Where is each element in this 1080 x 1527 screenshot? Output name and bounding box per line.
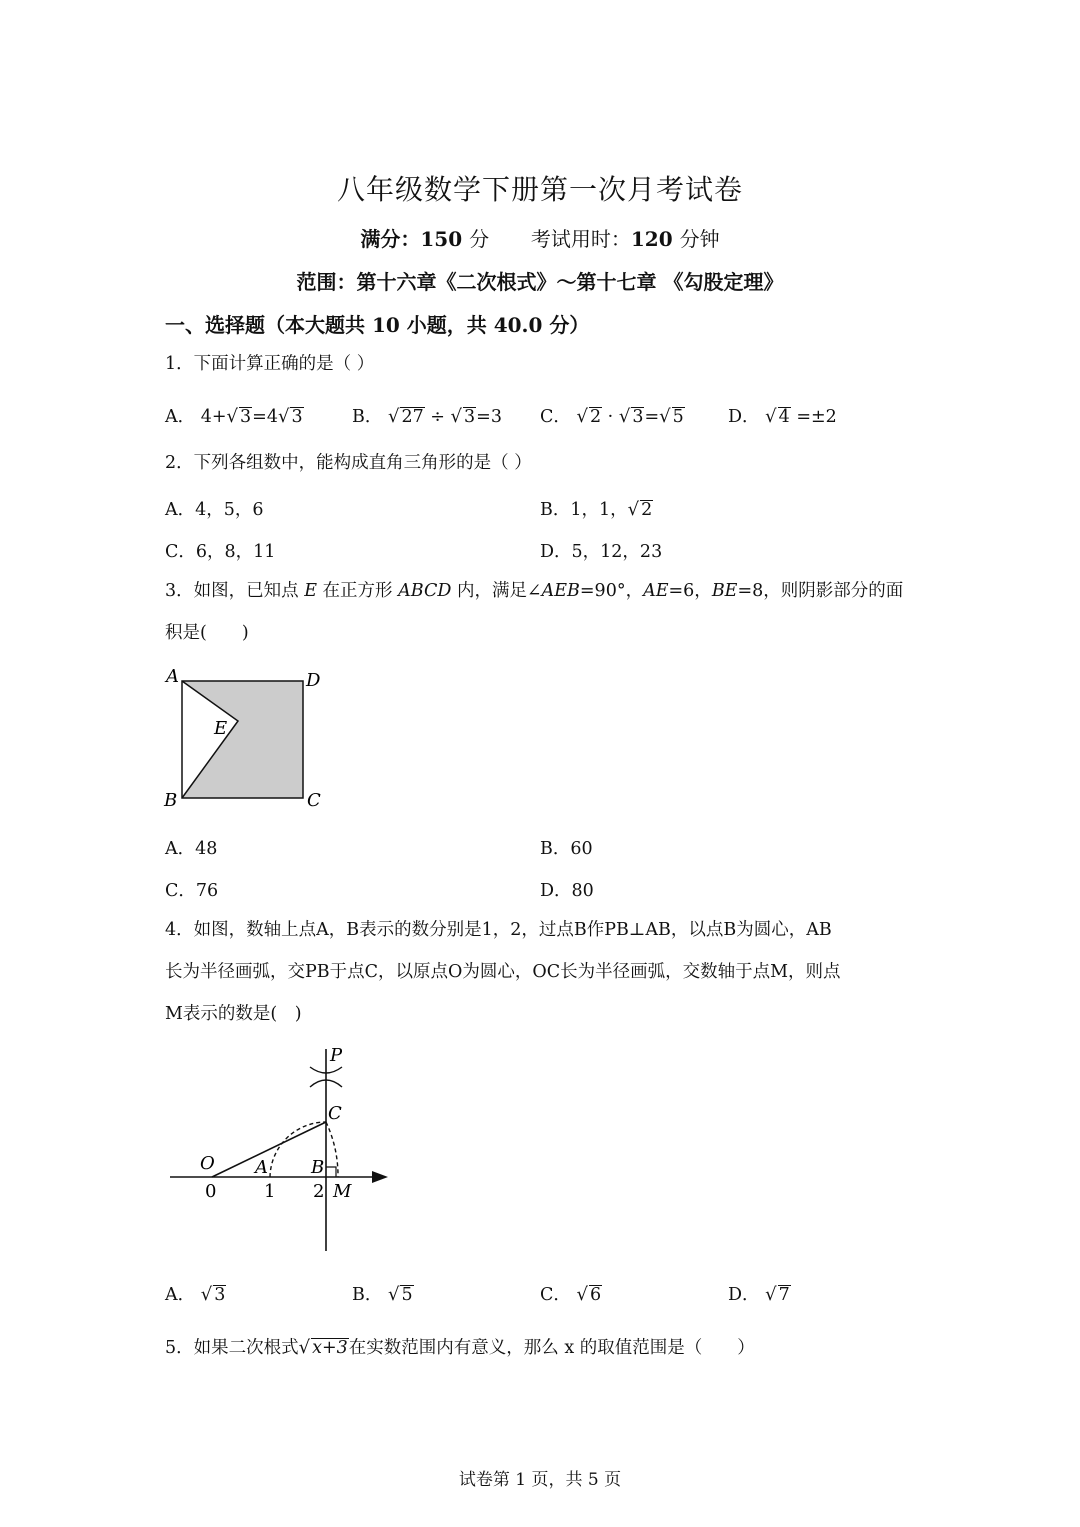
option-text: 4，5，6 [195,500,264,520]
question-5-stem: 5．如果二次根式√ x+3在实数范围内有意义，那么 x 的取值范围是（ ） [165,1337,755,1358]
q4-option-b: B． √ 5 [352,1284,413,1305]
option-letter: C． [165,542,196,562]
q3-option-b [540,835,593,860]
tick-label-0: 0 [205,1181,217,1202]
q2-option-c [165,538,275,563]
label-m: M [333,1181,352,1202]
label-o: O [200,1153,215,1174]
full-score-value: 150 [420,227,463,251]
option-text: 48 [195,839,218,859]
radicand: 2 [589,407,602,427]
option-text: 76 [195,881,219,901]
radicand: 27 [401,407,424,427]
q1-option-b: B． √ 27 ÷ √ 3=3 [352,406,502,427]
label-a: A [255,1157,268,1178]
radicand: 3 [214,1285,226,1305]
option-text: 60 [570,839,593,859]
segment-oc [212,1122,326,1177]
full-score-label: 满分： [360,227,421,251]
option-text: = [644,407,660,427]
option-text: 80 [571,881,594,901]
option-letter: B． [540,839,571,859]
q2-option-b: B．1，1，√ 2 [540,499,653,520]
shaded-region [182,681,303,798]
stem-text: =8，则阴影部分的面 [737,581,904,601]
var-abcd: ABCD [398,581,452,601]
q4-option-d: D． √ 7 [728,1284,790,1305]
score-line [0,223,1080,252]
label-b: B [311,1157,325,1178]
right-angle-mark [326,1167,336,1177]
label-a: A [166,666,179,687]
q1-option-c: C． √ 2 · √ 3=√ 5 [540,406,684,427]
question-2-stem: 2．下列各组数中，能构成直角三角形的是（ ） [165,453,532,473]
radicand: 4 [778,407,790,427]
page-title: 八年级数学下册第一次月考试卷 [336,173,743,206]
option-text: ÷ [430,407,445,427]
q2-option-a [165,496,264,521]
option-letter: C． [540,407,571,427]
option-letter: B． [540,500,571,520]
radicand: 6 [589,1285,602,1305]
option-text: · [607,407,614,427]
option-letter: D． [728,1285,760,1305]
q3-option-c [165,877,218,902]
q2-option-d [540,538,662,563]
section-heading: 一、选择题（本大题共 10 小题，共 40.0 分） [165,313,590,337]
option-letter: C． [165,881,196,901]
full-score-unit: 分 [469,227,490,251]
var-ae: AE [643,581,669,601]
q3-option-d [540,877,594,902]
radicand: 3 [464,407,476,427]
q4-option-a: A． √ 3 [165,1284,226,1305]
radicand: 5 [401,1285,413,1305]
option-letter: A． [165,1285,196,1305]
option-letter: D． [540,881,572,901]
option-letter: D． [728,407,760,427]
option-text: 1，1， [570,500,628,520]
option-letter: A． [165,407,196,427]
time-label: 考试用时： [530,227,631,251]
q4-option-c: C． √ 6 [540,1284,602,1305]
radicand: x+3 [312,1338,348,1358]
number-line-figure [160,1045,400,1255]
stem-text: 内，满足∠ [451,581,542,601]
radicand: 3 [240,407,252,427]
option-text: 4+ [200,407,227,427]
tick-label-1: 1 [264,1181,276,1202]
option-letter: C． [540,1285,571,1305]
question-3-stem-line-2: 积是( ) [165,623,249,643]
option-text: 5，12，23 [571,542,663,562]
label-e: E [214,718,228,739]
q3-option-a [165,835,217,860]
question-1-stem: 1．下面计算正确的是（ ） [165,354,375,374]
radicand: 5 [672,407,684,427]
option-text: 6，8，11 [195,542,276,562]
var-aeb: AEB [541,581,580,601]
option-letter: B． [352,407,383,427]
radicand: 2 [641,500,653,520]
option-letter: D． [540,542,572,562]
question-4-stem-line-2: 长为半径画弧，交PB于点C，以原点O为圆心，OC长为半径画弧，交数轴于点M，则点 [165,962,841,982]
option-letter: A． [165,839,196,859]
label-c: C [328,1103,342,1124]
label-p: P [330,1045,343,1066]
option-text: =3 [476,407,502,427]
question-4-stem-line-1: 4．如图，数轴上点A，B表示的数分别是1，2，过点B作PB⊥AB，以点B为圆心，AB [165,920,832,940]
stem-text: =6， [668,581,712,601]
radicand: 3 [291,407,303,427]
time-unit: 分钟 [679,227,720,251]
stem-text: 3．如图，已知点 [165,581,305,601]
exam-scope: 范围：第十六章《二次根式》～第十七章 《勾股定理》 [296,270,784,294]
radicand: 7 [778,1285,790,1305]
radicand: 3 [632,407,644,427]
stem-text: 在实数范围内有意义，那么 x 的取值范围是（ ） [348,1338,755,1358]
label-d: D [306,670,321,691]
square-figure [160,660,340,820]
q1-option-d: D． √ 4 =±2 [728,406,837,427]
option-text: =±2 [796,407,837,427]
stem-text: 在正方形 [316,581,399,601]
label-c: C [307,790,321,811]
option-text: =4 [252,407,278,427]
var-be: BE [711,581,738,601]
label-b: B [164,790,178,811]
x-axis-arrow [372,1171,388,1183]
page-footer: 试卷第 1 页，共 5 页 [458,1470,622,1490]
time-value: 120 [630,227,673,251]
question-3-stem-line-1 [165,570,903,612]
var-e: E [304,581,317,601]
question-4-stem-line-3: M表示的数是( ) [165,1004,302,1024]
tick-label-2: 2 [313,1181,325,1202]
option-letter: B． [352,1285,383,1305]
stem-text: 5．如果二次根式 [165,1338,299,1358]
q1-option-a: A． 4+√ 3=4√ 3 [165,406,303,427]
stem-text: =90°， [579,581,644,601]
option-letter: A． [165,500,196,520]
